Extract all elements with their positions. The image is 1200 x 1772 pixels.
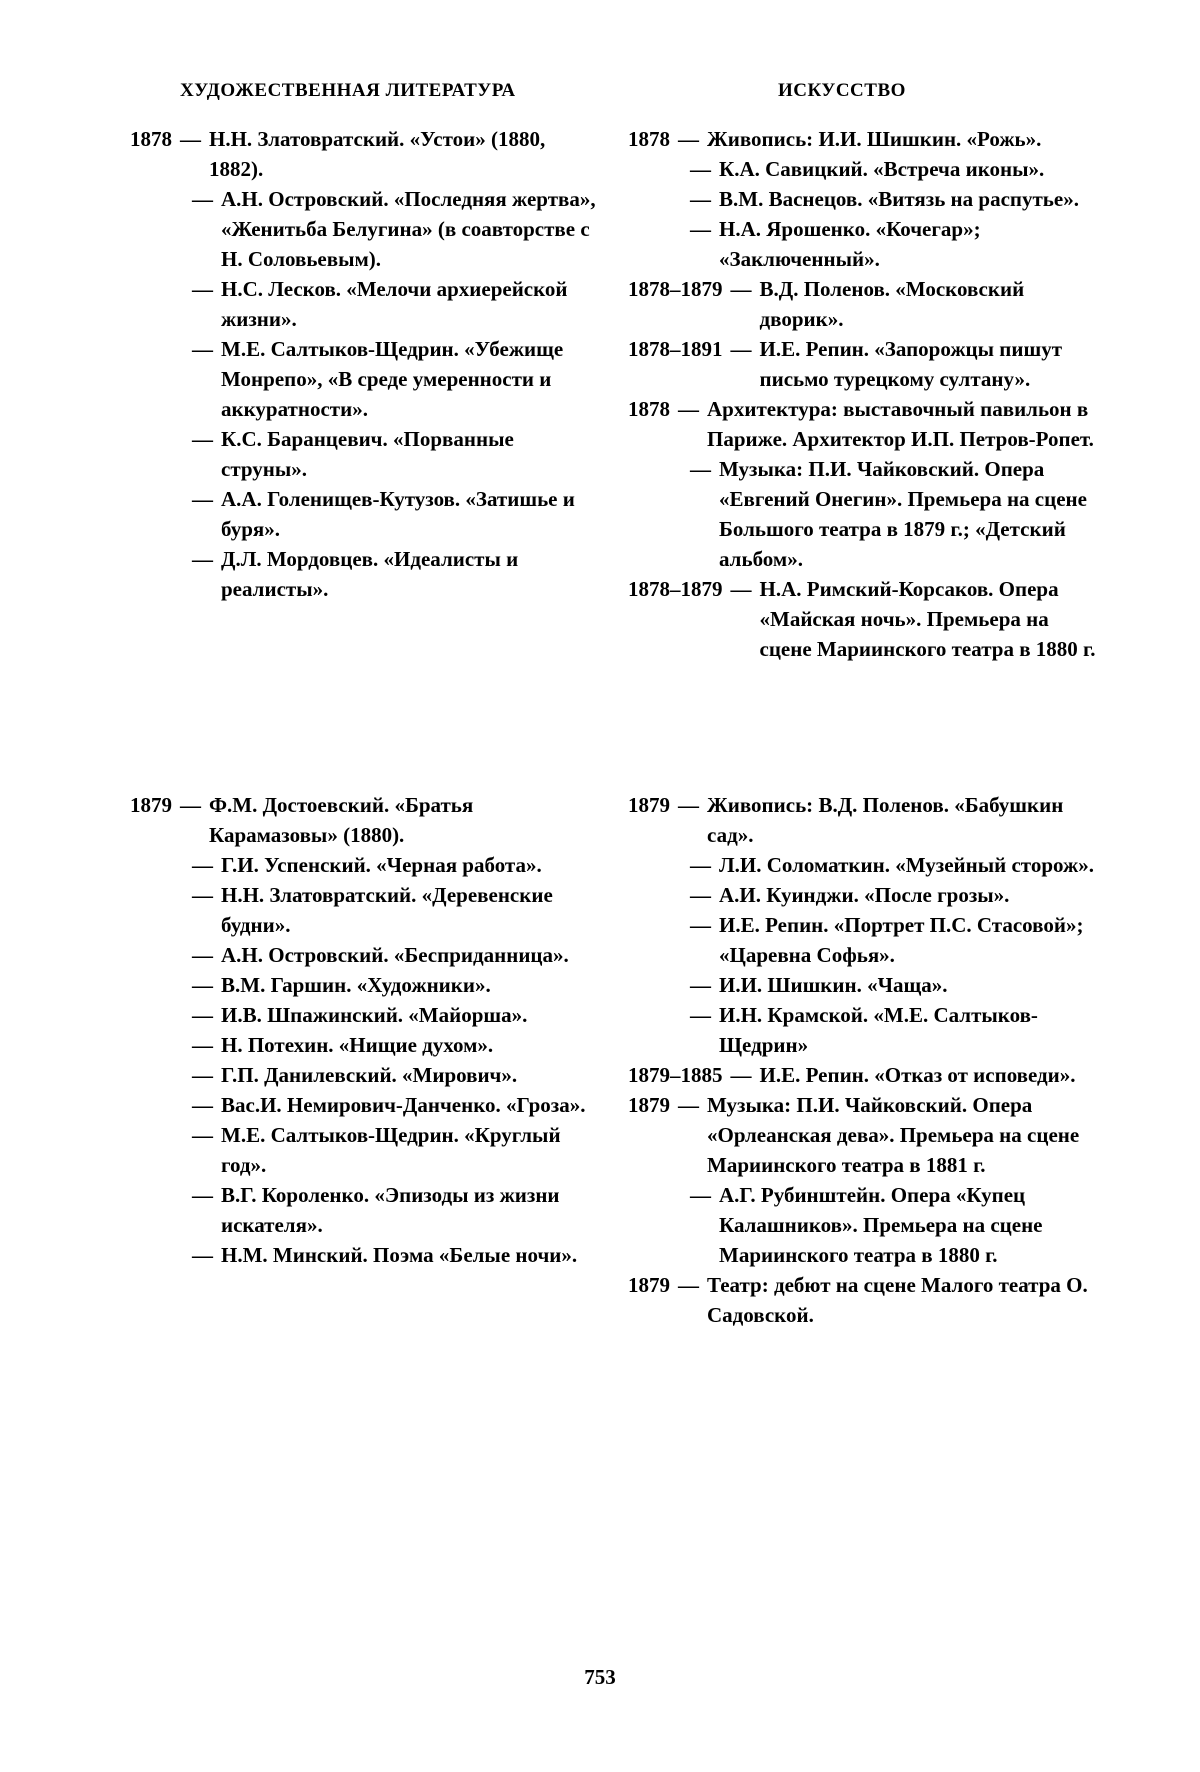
entry-dash: — (192, 427, 213, 451)
entry-dash: — (690, 973, 711, 997)
entry-year: 1878 (628, 397, 670, 421)
entry-body: Д.Л. Мордовцев. «Идеалисты и реалисты». (221, 547, 519, 601)
entry-dash: — (192, 1183, 213, 1207)
entry-text (221, 940, 600, 970)
entry-text (719, 454, 1098, 574)
entry-dash: — (192, 1093, 213, 1117)
chronology-entry (628, 124, 1098, 154)
entry-body: дебют на сцене Малого театра О. Садовской. (707, 1273, 1088, 1327)
entry-dash: — (690, 187, 711, 211)
entry-text (221, 850, 600, 880)
entry-category-label: Живопись: (707, 127, 814, 151)
chronology-entry (130, 1240, 600, 1270)
entry-year: 1878 (628, 127, 670, 151)
entry-text (719, 1180, 1098, 1270)
entry-body: В.Д. Поленов. «Бабушкин сад». (707, 793, 1064, 847)
entry-year: 1878–1891 (628, 337, 723, 361)
chronology-entry (628, 1060, 1098, 1090)
chronology-entry (130, 1090, 600, 1120)
entry-text (707, 790, 1098, 850)
entry-body: И.И. Шишкин. «Рожь». (813, 127, 1042, 151)
chronology-entry (130, 124, 600, 184)
entry-year: 1879–1885 (628, 1063, 723, 1087)
entry-dash: — (180, 793, 201, 817)
entry-text (719, 1000, 1098, 1060)
entry-body: Вас.И. Немирович-Данченко. «Гроза». (221, 1093, 586, 1117)
chronology-entry (130, 1060, 600, 1090)
entry-dash: — (678, 793, 699, 817)
entry-body: И.И. Шишкин. «Чаща». (719, 973, 948, 997)
chronology-entry (130, 544, 600, 604)
chronology-entry (130, 1180, 600, 1240)
entry-text (760, 1060, 1099, 1090)
chronology-entry (130, 334, 600, 424)
entry-body: М.Е. Салтыков-Щедрин. «Убежище Монрепо», «В среде умеренности и аккуратности». (221, 337, 564, 421)
right-column-header: ИСКУССТВО (778, 80, 906, 101)
entry-dash: — (678, 397, 699, 421)
entry-text (221, 184, 600, 274)
chronology-entry (130, 1030, 600, 1060)
entry-body: Н.М. Минский. Поэма «Белые ночи». (221, 1243, 578, 1267)
entry-text (221, 544, 600, 604)
entry-category-label: Живопись: (707, 793, 814, 817)
entry-body: А.Г. Рубинштейн. Опера «Купец Калашников». Премьера на сцене Мариинского театра в 1880 г. (719, 1183, 1043, 1267)
chronology-entry (130, 970, 600, 1000)
entry-text (221, 1120, 600, 1180)
entry-dash: — (192, 853, 213, 877)
entry-body: П.И. Чайковский. Опера «Евгений Онегин». Премьера на сцене Большого театра в 1879 г.; «Детский альбом». (719, 457, 1087, 571)
page-number: 753 (584, 1665, 616, 1689)
entry-dash: — (690, 157, 711, 181)
entry-body: А.И. Куинджи. «После грозы». (719, 883, 1010, 907)
entry-dash: — (192, 1063, 213, 1087)
entry-text (760, 334, 1099, 394)
chronology-entry (628, 274, 1098, 334)
art-1878-block (628, 124, 1098, 664)
entry-body: В.М. Гаршин. «Художники». (221, 973, 491, 997)
entry-dash: — (730, 277, 752, 301)
chronology-entry (628, 880, 1098, 910)
chronology-entry (628, 184, 1098, 214)
chronology-entry (628, 910, 1098, 970)
entry-body: П.И. Чайковский. Опера «Орлеанская дева». Премьера на сцене Мариинского театра в 1881 г. (707, 1093, 1080, 1177)
literature-1879-block (130, 790, 600, 1270)
entry-year: 1879 (130, 793, 172, 817)
entry-body: И.Н. Крамской. «М.Е. Салтыков-Щедрин» (719, 1003, 1038, 1057)
entry-dash: — (192, 547, 213, 571)
entry-text (221, 880, 600, 940)
entry-year: 1879 (628, 1093, 670, 1117)
entry-text (221, 274, 600, 334)
entry-dash: — (192, 973, 213, 997)
entry-text (719, 214, 1098, 274)
entry-dash: — (192, 943, 213, 967)
entry-year: 1878–1879 (628, 277, 723, 301)
chronology-entry (130, 484, 600, 544)
entry-dash: — (690, 883, 711, 907)
chronology-entry (628, 850, 1098, 880)
entry-text (221, 970, 600, 1000)
chronology-entry (130, 1120, 600, 1180)
entry-dash: — (690, 1003, 711, 1027)
entry-text (719, 970, 1098, 1000)
entry-category-label: Музыка: (707, 1093, 792, 1117)
entry-text (221, 1240, 600, 1270)
entry-category-label: Театр: (707, 1273, 769, 1297)
entry-body: К.С. Баранцевич. «Порванные струны». (221, 427, 514, 481)
entry-text (707, 1270, 1098, 1330)
entry-dash: — (192, 487, 213, 511)
entry-dash: — (730, 337, 752, 361)
entry-dash: — (690, 1183, 711, 1207)
entry-body: выставочный павильон в Париже. Архитектор И.П. Петров-Ропет. (707, 397, 1094, 451)
chronology-entry (628, 334, 1098, 394)
entry-body: Г.П. Данилевский. «Мирович». (221, 1063, 518, 1087)
entry-dash: — (678, 127, 699, 151)
entry-body: А.А. Голенищев-Кутузов. «Затишье и буря». (221, 487, 575, 541)
chronology-entry (628, 154, 1098, 184)
chronology-entry (628, 454, 1098, 574)
chronology-entry (130, 850, 600, 880)
entry-dash: — (192, 277, 213, 301)
entry-dash: — (192, 1033, 213, 1057)
entry-text (221, 1090, 600, 1120)
entry-text (221, 484, 600, 544)
entry-body: Н.А. Ярошенко. «Кочегар»; «Заключенный». (719, 217, 981, 271)
chronology-entry (628, 790, 1098, 850)
chronology-entry (130, 1000, 600, 1030)
entry-dash: — (192, 187, 213, 211)
entry-body: Н.Н. Златовратский. «Деревенские будни». (221, 883, 553, 937)
chronology-entry (628, 970, 1098, 1000)
entry-text (760, 574, 1099, 664)
chronology-entry (130, 880, 600, 940)
entry-text (221, 424, 600, 484)
left-column-header: ХУДОЖЕСТВЕННАЯ ЛИТЕРАТУРА (180, 80, 516, 101)
entry-body: К.А. Савицкий. «Встреча иконы». (719, 157, 1045, 181)
entry-dash: — (180, 127, 201, 151)
entry-dash: — (678, 1273, 699, 1297)
entry-body: Н.Н. Златовратский. «Устои» (1880, 1882). (209, 127, 546, 181)
entry-text (719, 880, 1098, 910)
entry-text (719, 184, 1098, 214)
entry-body: А.Н. Островский. «Последняя жертва», «Женитьба Белугина» (в соавторстве с Н. Соловьевым). (221, 187, 596, 271)
entry-text (707, 1090, 1098, 1180)
entry-text (707, 394, 1098, 454)
chronology-entry (628, 1000, 1098, 1060)
entry-text (221, 1030, 600, 1060)
chronology-entry (628, 1270, 1098, 1330)
entry-dash: — (192, 1123, 213, 1147)
chronology-entry (130, 790, 600, 850)
chronology-entry (628, 214, 1098, 274)
entry-body: А.Н. Островский. «Бесприданница». (221, 943, 569, 967)
entry-text (209, 790, 600, 850)
chronology-entry (628, 1180, 1098, 1270)
entry-body: В.Д. Поленов. «Московский дворик». (759, 277, 1025, 331)
entry-year: 1878 (130, 127, 172, 151)
entry-body: В.Г. Короленко. «Эпизоды из жизни искателя». (221, 1183, 560, 1237)
chronology-entry (130, 184, 600, 274)
entry-body: Г.И. Успенский. «Черная работа». (221, 853, 542, 877)
chronology-entry (130, 424, 600, 484)
entry-category-label: Архитектура: (707, 397, 838, 421)
entry-dash: — (192, 1003, 213, 1027)
entry-text (719, 910, 1098, 970)
entry-text (760, 274, 1099, 334)
entry-category-label: Музыка: (719, 457, 804, 481)
entry-body: Л.И. Соломаткин. «Музейный сторож». (719, 853, 1094, 877)
entry-body: В.М. Васнецов. «Витязь на распутье». (719, 187, 1079, 211)
entry-dash: — (690, 457, 711, 481)
entry-text (719, 850, 1098, 880)
entry-dash: — (690, 853, 711, 877)
entry-text (707, 124, 1098, 154)
entry-text (719, 154, 1098, 184)
entry-body: Н.С. Лесков. «Мелочи архиерейской жизни». (221, 277, 568, 331)
entry-text (221, 1000, 600, 1030)
entry-body: Н.А. Римский-Корсаков. Опера «Майская ночь». Премьера на сцене Мариинского театра в 1880 г. (759, 577, 1096, 661)
chronology-entry (628, 1090, 1098, 1180)
entry-dash: — (678, 1093, 699, 1117)
entry-dash: — (690, 217, 711, 241)
entry-text (221, 1060, 600, 1090)
entry-dash: — (192, 337, 213, 361)
chronology-entry (130, 274, 600, 334)
entry-year: 1879 (628, 793, 670, 817)
chronology-entry (130, 940, 600, 970)
entry-text (221, 1180, 600, 1240)
entry-body: И.В. Шпажинский. «Майорша». (221, 1003, 528, 1027)
chronology-entry (628, 394, 1098, 454)
entry-dash: — (192, 1243, 213, 1267)
entry-body: Ф.М. Достоевский. «Братья Карамазовы» (1880). (209, 793, 474, 847)
chronology-entry (628, 574, 1098, 664)
literature-1878-block (130, 124, 600, 604)
entry-text (221, 334, 600, 424)
entry-year: 1879 (628, 1273, 670, 1297)
entry-body: И.Е. Репин. «Портрет П.С. Стасовой»; «Царевна Софья». (719, 913, 1084, 967)
art-1879-block (628, 790, 1098, 1330)
entry-dash: — (690, 913, 711, 937)
entry-body: М.Е. Салтыков-Щедрин. «Круглый год». (221, 1123, 561, 1177)
entry-body: И.Е. Репин. «Отказ от исповеди». (759, 1063, 1076, 1087)
entry-dash: — (730, 577, 752, 601)
entry-dash: — (730, 1063, 752, 1087)
entry-year: 1878–1879 (628, 577, 723, 601)
entry-text (209, 124, 600, 184)
entry-dash: — (192, 883, 213, 907)
entry-body: И.Е. Репин. «Запорожцы пишут письмо турецкому султану». (759, 337, 1063, 391)
entry-body: Н. Потехин. «Нищие духом». (221, 1033, 494, 1057)
